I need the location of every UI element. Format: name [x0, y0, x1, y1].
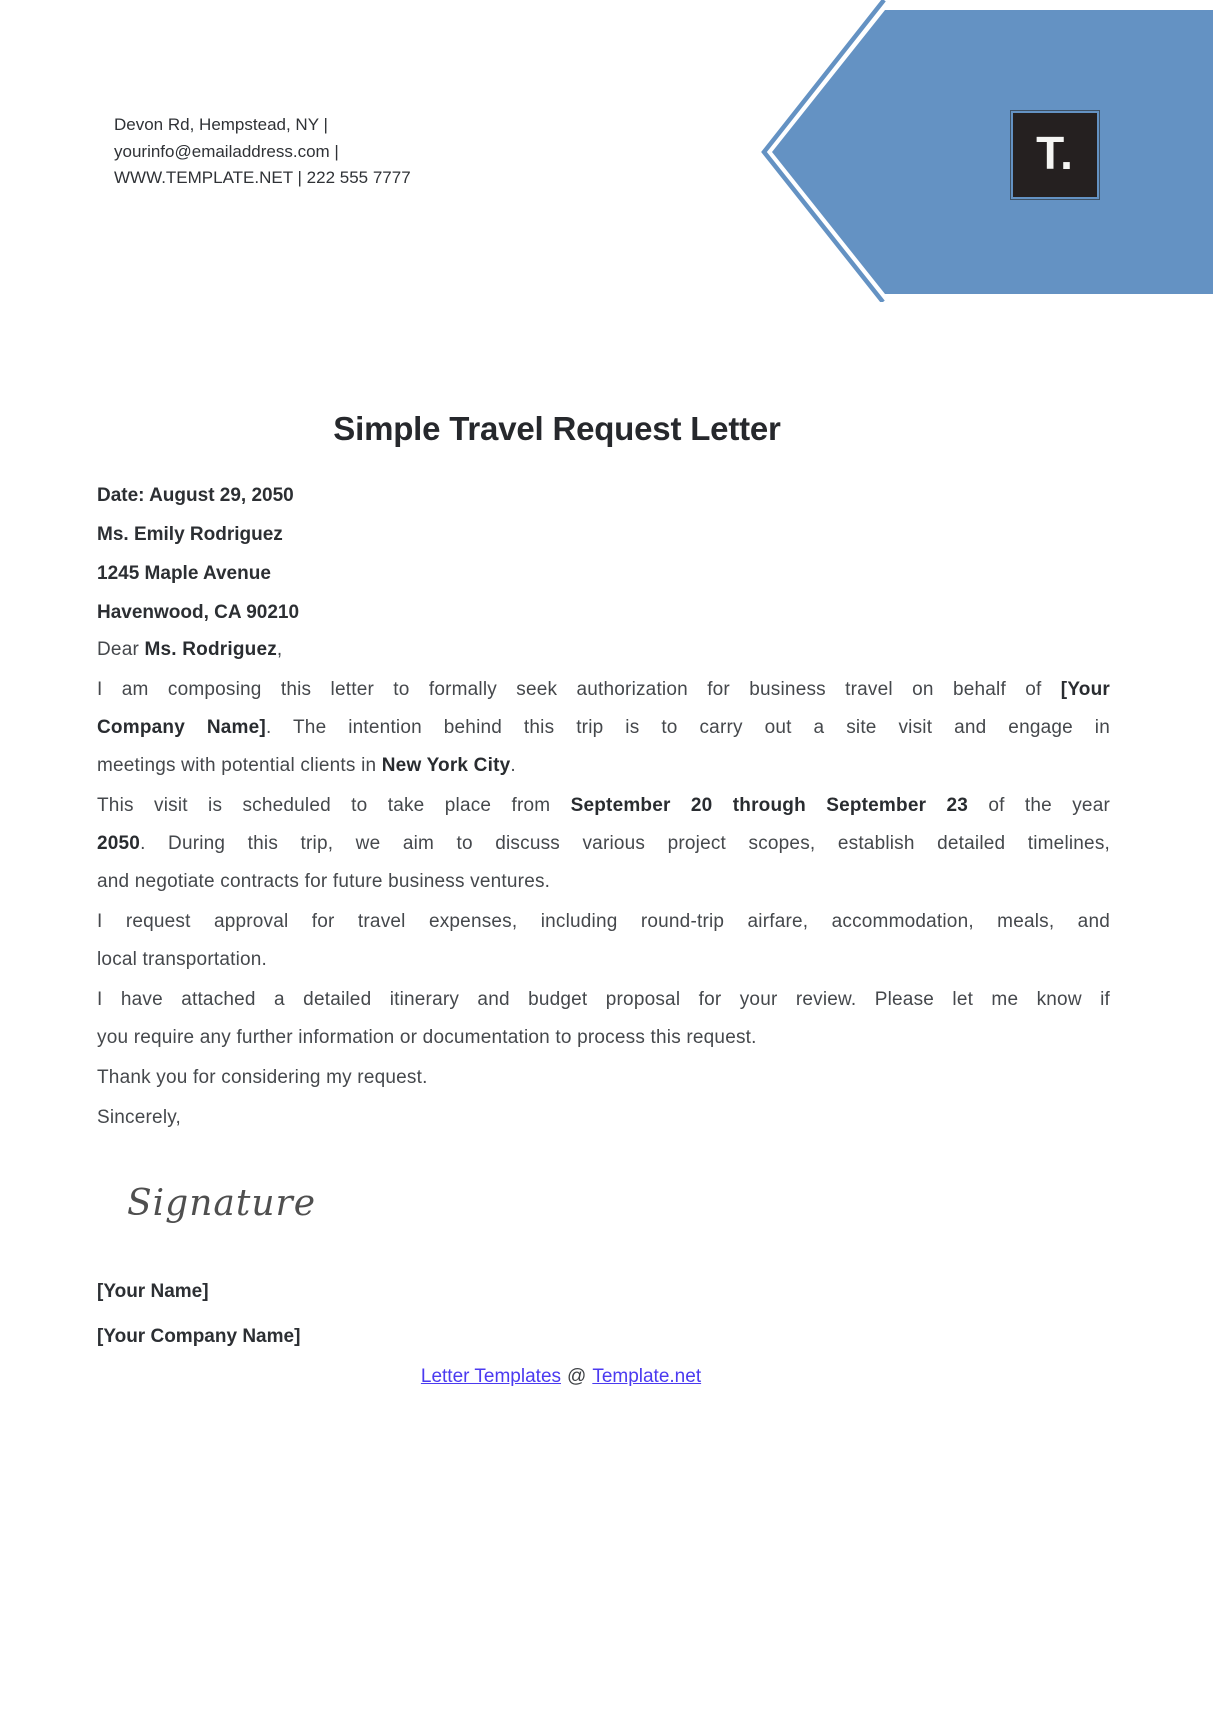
- template-net-link[interactable]: Template.net: [592, 1366, 702, 1387]
- logo-square: [1013, 113, 1097, 197]
- paragraph: I request approval for travel expenses, including round-trip airfare, accommodation, meals, and local transportation.: [97, 911, 1110, 970]
- contact-line: Devon Rd, Hempstead, NY |: [114, 115, 328, 134]
- template-net-logo: [1010, 110, 1100, 200]
- letter-meta: [97, 476, 299, 632]
- logo-letter: T.: [1036, 127, 1074, 179]
- paragraph: I have attached a detailed itinerary and budget proposal for your review. Please let me know if you require any further information or documentation to process this request.: [97, 989, 1110, 1048]
- paragraph: Thank you for considering my request.: [97, 1067, 428, 1088]
- page-title: Simple Travel Request Letter: [333, 410, 781, 447]
- letter-body: [97, 631, 1110, 1139]
- paragraph: Sincerely,: [97, 1107, 182, 1128]
- meta-line: Havenwood, CA 90210: [97, 602, 300, 623]
- paragraph: This visit is scheduled to take place from September 20 through September 23 of the year 2050. During this trip, we aim to discuss various project scopes, establish detailed timelines, and negotiate contracts for future business ventures.: [97, 795, 1110, 892]
- paragraph: I am composing this letter to formally seek authorization for business travel on behalf of [Your Company Name]. The intention behind this trip is to carry out a site visit and engage in meetings with potential clients in New York City.: [97, 679, 1110, 776]
- letterhead-contact: [114, 112, 411, 192]
- signature-script: Signature: [127, 1183, 317, 1224]
- meta-line: Ms. Emily Rodriguez: [97, 524, 283, 545]
- contact-line: WWW.TEMPLATE.NET | 222 555 7777: [114, 168, 411, 187]
- signoff-company: [Your Company Name]: [97, 1326, 301, 1347]
- meta-line: Date: August 29, 2050: [97, 485, 294, 506]
- signoff-name: [Your Name]: [97, 1281, 209, 1302]
- meta-line: 1245 Maple Avenue: [97, 563, 271, 584]
- footer-credit: [97, 1365, 1025, 1389]
- paragraph: Dear Ms. Rodriguez,: [97, 639, 283, 660]
- contact-line: yourinfo@emailaddress.com |: [114, 141, 339, 161]
- footer-separator: @: [567, 1366, 587, 1387]
- header-banner-shape: [750, 0, 1220, 302]
- letter-templates-link[interactable]: Letter Templates: [420, 1366, 562, 1387]
